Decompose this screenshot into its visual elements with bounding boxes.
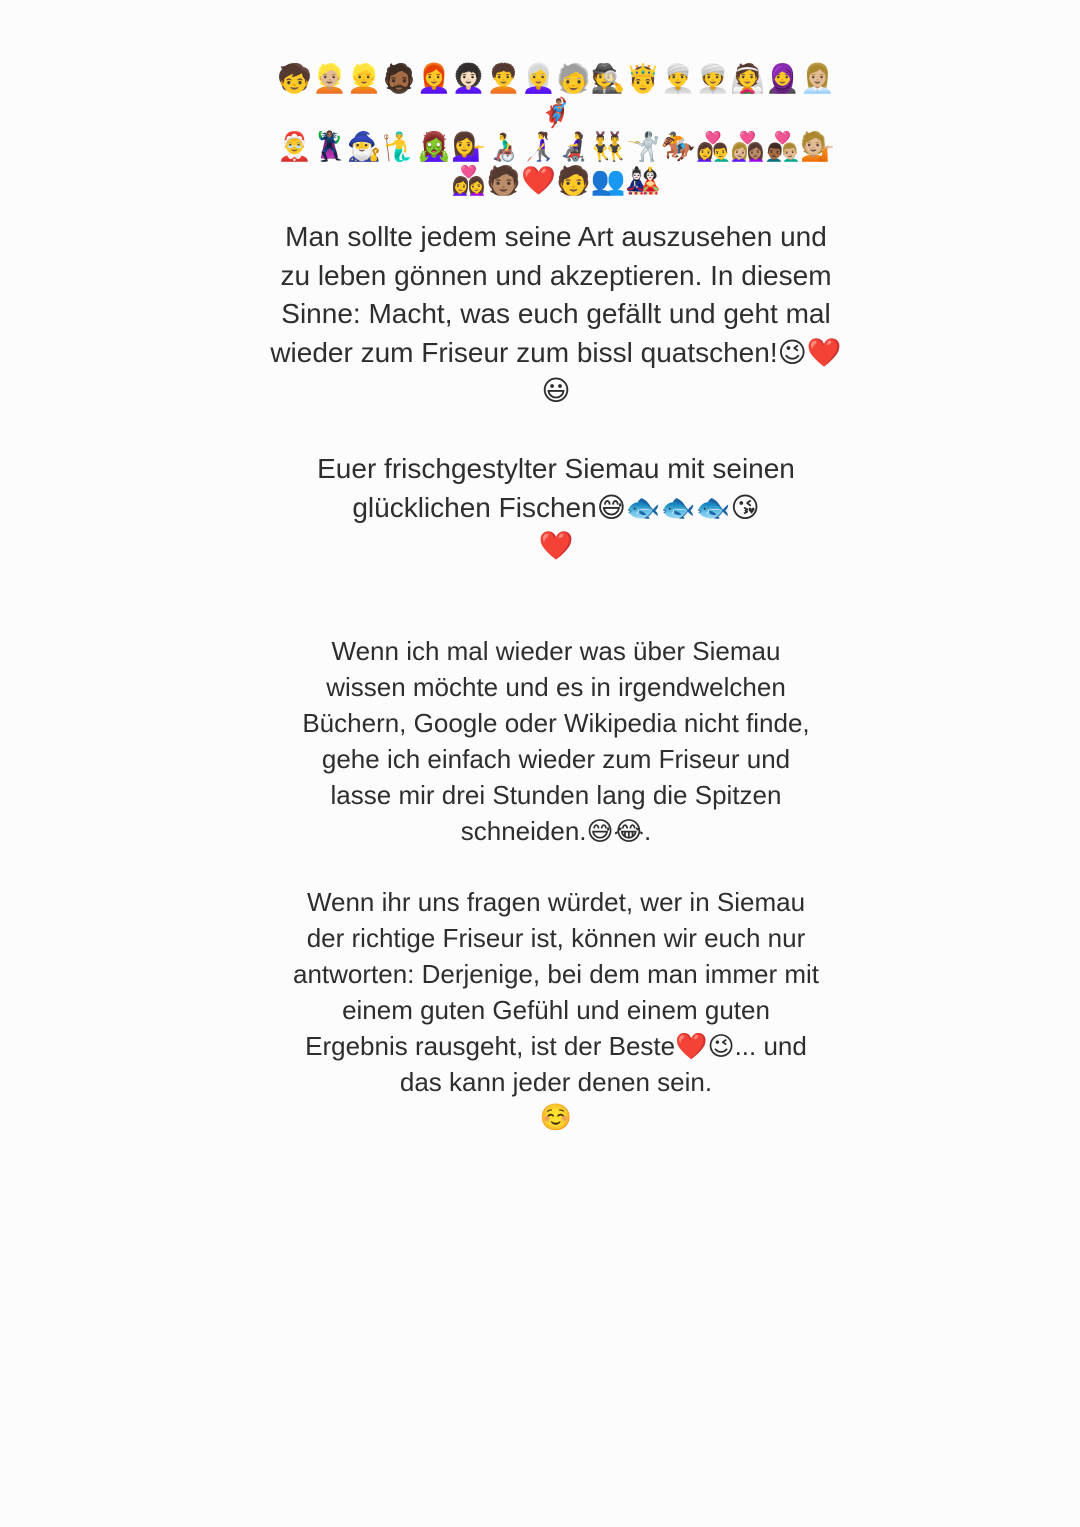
emoji-header [268, 62, 844, 198]
text-line: schneiden.😅😂. [460, 816, 652, 846]
text-line: Wenn ihr uns fragen würdet, wer in Siemau [306, 887, 806, 917]
text-line: glücklichen Fischen😅🐟🐟🐟😘 [352, 491, 760, 523]
smiling-face-icon: ☺️ [539, 1103, 573, 1133]
heart-icon: ❤️ [538, 529, 574, 562]
text-line: Man sollte jedem seine Art auszusehen und [285, 221, 827, 252]
text-line: Wenn ich mal wieder was über Siemau [331, 636, 781, 666]
text-line: Euer frischgestylter Siemau mit seinen [317, 453, 795, 484]
emoji-row: 👩‍❤️‍👩🧑🏽‍❤️‍🧑👥🎎 [451, 164, 661, 197]
text-line: das kann jeder denen sein. [399, 1067, 713, 1097]
text-line: Büchern, Google oder Wikipedia nicht finde, [302, 708, 810, 738]
paragraph-acceptance [256, 218, 856, 411]
smiley-icon: 😃 [541, 374, 571, 407]
text-line: gehe ich einfach wieder zum Friseur und [321, 744, 791, 774]
text-line: Ergebnis rausgeht, ist der Beste❤️😉... und [305, 1031, 807, 1061]
emoji-row: 🧒👱🏼👱🧔🏾👩‍🦰👩🏻‍🦱🧑‍🦱👩‍🦳🧓🕵️🤴👳‍♂️👳‍♀️👰🧕👩🏼‍💼🦸🏽‍♂️ [277, 62, 835, 129]
paragraph-signature [240, 450, 872, 566]
paragraph-recommendation [270, 884, 842, 1136]
text-line: lasse mir drei Stunden lang die Spitzen [330, 780, 782, 810]
text-line: antworten: Derjenige, bei dem man immer mit [293, 959, 819, 989]
text-line: einem guten Gefühl und einem guten [342, 995, 770, 1025]
text-line: der richtige Friseur ist, können wir euch nur [306, 923, 806, 953]
paragraph-knowledge [280, 633, 832, 849]
emoji-row: 🤶🦹🏽‍♀️🧙‍♂️🧜‍♂️🧟‍♀️💁‍♀️👨‍🦽👩‍🦯👩‍🦼👯‍♂️🤺🏇👩‍❤️‍👨👩🏼‍❤️‍👩🏽👨🏾‍❤️‍👨🏼💁🏼 [277, 130, 835, 163]
text-line: wissen möchte und es in irgendwelchen [326, 672, 786, 702]
text-line: wieder zum Friseur zum bissl quatschen!😉❤️ [270, 336, 842, 368]
text-line: Sinne: Macht, was euch gefällt und geht mal [281, 298, 831, 329]
text-line: zu leben gönnen und akzeptieren. In diesem [280, 259, 832, 291]
